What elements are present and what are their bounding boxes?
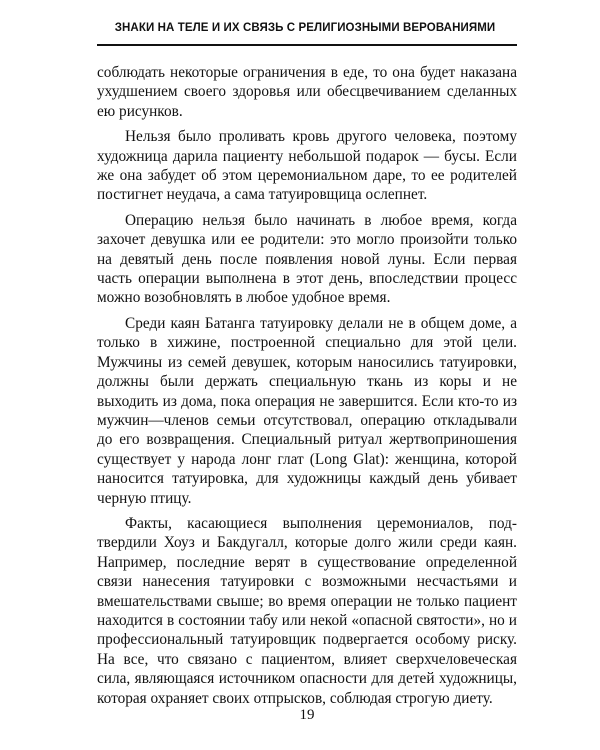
page-number: 19 (299, 707, 315, 723)
paragraph-3: Операцию нельзя было начинать в любое время, когда захочет девушка или ее родители: это могло произойти только на девятый день после появления новой луны. Если первая часть операции выполнена в этот день, впоследствии процесс можно возобновлять в любое удобное время. (97, 211, 517, 307)
running-head: ЗНАКИ НА ТЕЛЕ И ИХ СВЯЗЬ С РЕЛИГИОЗНЫМИ ВЕРОВАНИЯМИ (114, 22, 496, 34)
header-rule (97, 44, 517, 46)
paragraph-4: Среди каян Батанга татуировку делали не в общем доме, а только в хижине, построенной специально для этой цели. Мужчины из семей девушек, которым наносились татуировки, должны были держать специальную ткань из коры и не выходить из дома, пока операция не завершится. Если кто-то из мужчин—членов семьи отсутствовал, операцию откладывали до его возвращения. Специальный ритуал жертвоприношения существует у народа лонг глат (Long Glat): женщина, которой наносится татуировка, для художницы каждый день убивает черную птицу. (97, 314, 517, 507)
body-text (97, 63, 517, 714)
paragraph-1: соблюдать некоторые ограничения в еде, то она будет наказана ухудшением своего здоровья или обесцвечиванием сделанных ею рисунков. (97, 64, 517, 120)
paragraph-5: Факты, касающиеся выполнения церемониалов, подтвердили Хоуз и Бакдугалл, которые долго жили среди каян. Например, последние верят в существование определенной связи нанесения татуировки с возможными несчастьями и вмешательствами свыше; во время операции не только пациент находится в состоянии табу или некой «опасной святости», но и профессиональный татуировщик подвергается особому риску. На все, что связано с пациентом, влияет сверхчеловеческая сила, являющаяся источником опасности для детей художницы, которая охраняет своих отпрысков, соблюдая строгую диету. (97, 514, 517, 707)
paragraph-2: Нельзя было проливать кровь другого человека, поэтому художница дарила пациенту небольшой подарок — бусы. Если же она забудет об этом церемониальном даре, то ее родителей постигнет неудача, а сама татуировщица ослепнет. (97, 128, 517, 204)
